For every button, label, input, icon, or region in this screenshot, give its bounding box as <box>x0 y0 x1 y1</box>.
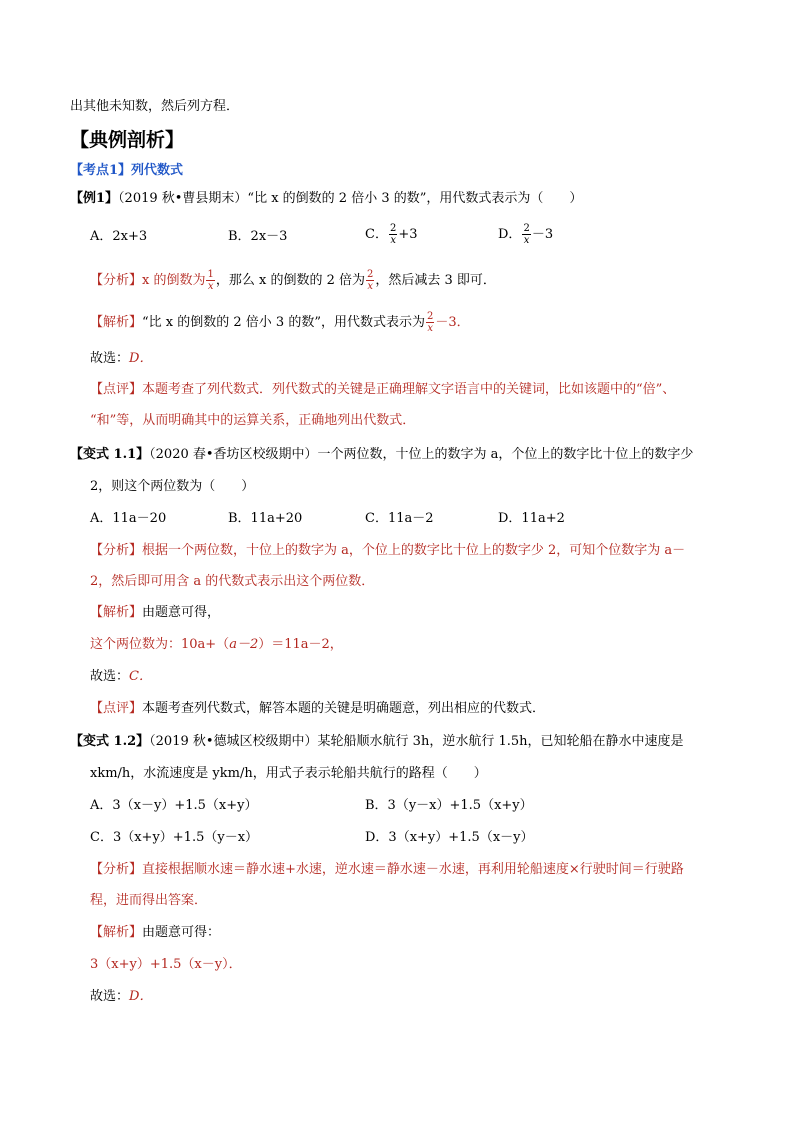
v12-option-c: C．3（x+y）+1.5（y－x） <box>90 830 259 845</box>
solution-text: a－2 <box>229 637 259 652</box>
fraction-denominator: x <box>207 281 214 292</box>
solution-text: ）＝11a－2， <box>258 637 343 652</box>
analysis-text: 根据一个两位数，十位上的数字为 a，个位上的数字比十位上的数字少 2，可知个位数字为 a－ <box>142 543 686 558</box>
ex1-option-c-tail: +3 <box>398 227 418 242</box>
ex1-option-d <box>498 220 553 250</box>
analysis-text: x 的倒数为 <box>142 273 206 288</box>
fraction-denominator: x <box>390 235 396 246</box>
v11-answer <box>90 668 152 686</box>
ex1-option-d-fraction <box>522 223 530 246</box>
ex1-option-c <box>365 220 418 250</box>
solution-text: 由题意可得： <box>142 925 221 940</box>
ex1-question-text: （2019 秋•曹县期末）“比 x 的倒数的 2 倍小 3 的数”，用代数式表示为（ ） <box>118 191 583 206</box>
answer-value: D． <box>129 351 153 366</box>
comment-tag: 【点评】 <box>90 701 143 716</box>
v12-question-text: （2019 秋•德城区校级期中）某轮船顺水航行 3h，逆水航行 1.5h，已知轮船在静水中速度是 <box>149 734 684 749</box>
analysis-fraction-1 <box>206 269 214 292</box>
ex1-tag: 【例1】 <box>70 191 119 206</box>
fraction-denominator: x <box>523 235 530 246</box>
v11-option-a: A．11a－20 <box>90 511 167 526</box>
ex1-question <box>70 190 582 208</box>
v11-solution-line-2 <box>90 636 343 654</box>
answer-label: 故选： <box>90 351 130 366</box>
v12-option-d: D．3（x+y）+1.5（x－y） <box>365 830 534 845</box>
v11-question-text: （2020 春•香坊区校级期中）一个两位数，十位上的数字为 a，个位上的数字比十位上的数字少 <box>149 447 694 462</box>
v12-analysis-line-2: 程，进而得出答案． <box>90 893 208 908</box>
ex1-option-c-label: C． <box>365 227 388 242</box>
v11-solution-line-1 <box>90 604 220 622</box>
answer-value: C． <box>129 669 152 684</box>
solution-text: 这个两位数为：10a+（ <box>90 637 230 652</box>
fraction-numerator: 2 <box>389 223 397 234</box>
intro-line: 出其他未知数，然后列方程． <box>70 99 240 114</box>
v12-question-line-2: xkm/h，水流速度是 ykm/h，用式子表示轮船共航行的路程（ ） <box>90 766 487 781</box>
v11-tag: 【变式 1.1】 <box>70 447 150 462</box>
v11-option-b: B．11a+20 <box>228 511 303 526</box>
ex1-comment-line-1 <box>90 381 675 399</box>
fraction-numerator: 1 <box>207 269 214 280</box>
answer-value: D． <box>129 989 153 1004</box>
v12-option-b: B．3（y－x）+1.5（x+y） <box>365 798 533 813</box>
solution-text: “比 x 的倒数的 2 倍小 3 的数”，用代数式表示为 <box>142 315 425 330</box>
ex1-option-d-tail: －3 <box>531 227 554 242</box>
v11-question-line-1 <box>70 446 693 464</box>
ex1-option-c-fraction <box>389 223 397 246</box>
comment-text: 本题考查列代数式，解答本题的关键是明确题意，列出相应的代数式． <box>142 701 546 716</box>
v11-comment <box>90 700 545 718</box>
analysis-tag: 【分析】 <box>90 273 143 288</box>
solution-text: －3． <box>435 315 470 330</box>
v12-question-line-1 <box>70 733 684 751</box>
comment-text: 本题考查了列代数式．列代数式的关键是正确理解文字语言中的关键词，比如该题中的“倍”、 <box>142 382 676 397</box>
v11-analysis-line-1 <box>90 542 685 560</box>
fraction-denominator: x <box>427 323 433 334</box>
solution-tag: 【解析】 <box>90 315 143 330</box>
topic-heading: 【考点1】列代数式 <box>70 163 184 178</box>
ex1-solution <box>90 308 470 338</box>
v11-option-d: D．11a+2 <box>498 511 565 526</box>
fraction-numerator: 2 <box>426 311 434 322</box>
v12-tag: 【变式 1.2】 <box>70 734 150 749</box>
analysis-text: ，那么 x 的倒数的 2 倍为 <box>215 273 365 288</box>
solution-tag: 【解析】 <box>90 605 143 620</box>
ex1-answer <box>90 350 152 368</box>
solution-fraction <box>426 311 434 334</box>
analysis-fraction-2 <box>366 269 374 292</box>
v11-analysis-line-2: 2，然后即可用含 a 的代数式表示出这个两位数． <box>90 574 375 589</box>
ex1-analysis <box>90 266 496 296</box>
fraction-numerator: 2 <box>523 223 530 234</box>
answer-label: 故选： <box>90 669 130 684</box>
v11-question-line-2: 2，则这个两位数为（ ） <box>90 479 255 494</box>
solution-tag: 【解析】 <box>90 925 143 940</box>
answer-label: 故选： <box>90 989 130 1004</box>
ex1-comment-line-2: “和”等，从而明确其中的运算关系，正确地列出代数式． <box>90 413 416 428</box>
section-title: 【典例剖析】 <box>70 129 185 151</box>
comment-tag: 【点评】 <box>90 382 143 397</box>
v12-analysis-line-1 <box>90 861 684 879</box>
v12-answer <box>90 988 152 1006</box>
analysis-tag: 【分析】 <box>90 862 143 877</box>
solution-text: 由题意可得， <box>142 605 221 620</box>
v12-option-a: A．3（x－y）+1.5（x+y） <box>90 798 258 813</box>
v11-option-c: C．11a－2 <box>365 511 434 526</box>
analysis-tag: 【分析】 <box>90 543 143 558</box>
analysis-text: ，然后减去 3 即可． <box>375 273 496 288</box>
ex1-option-b: B．2x－3 <box>228 229 288 244</box>
ex1-option-a: A．2x+3 <box>90 229 148 244</box>
fraction-denominator: x <box>367 281 373 292</box>
v12-solution-line-1 <box>90 924 220 942</box>
fraction-numerator: 2 <box>367 269 374 280</box>
analysis-text: 直接根据顺水速＝静水速+水速，逆水速＝静水速－水速，再利用轮船速度×行驶时间＝行驶路 <box>142 862 684 877</box>
v12-solution-line-2: 3（x+y）+1.5（x－y）． <box>90 957 242 972</box>
ex1-option-d-label: D． <box>498 227 522 242</box>
